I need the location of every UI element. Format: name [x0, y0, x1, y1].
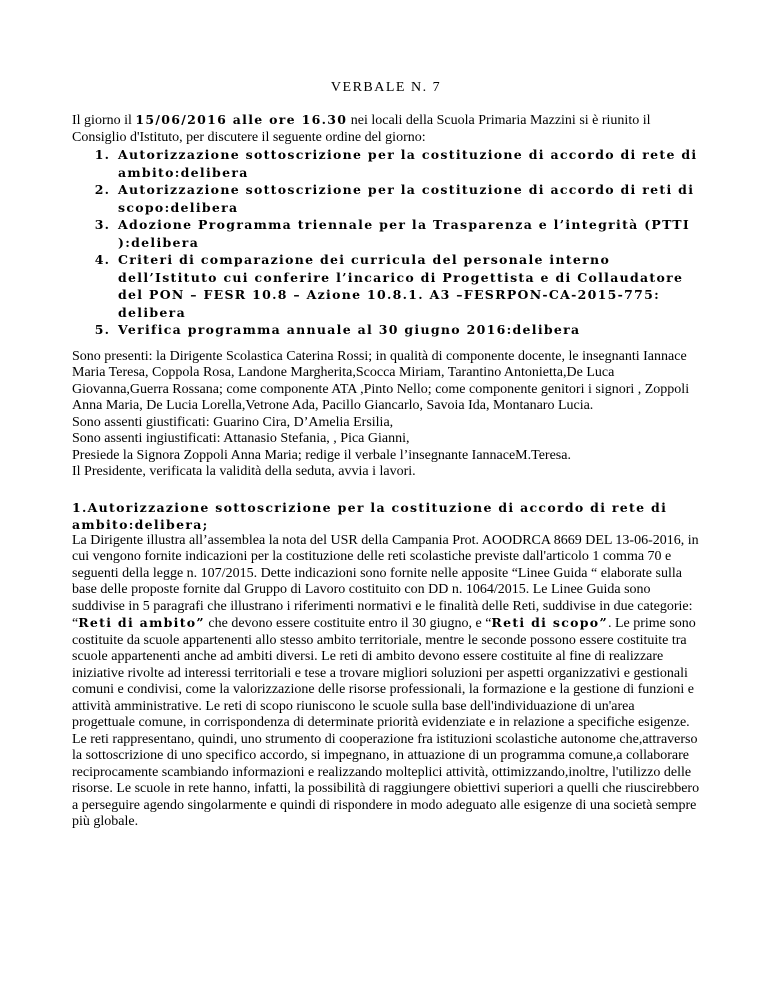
term-reti-di-ambito: Reti di ambito” — [78, 615, 205, 630]
section-1-paragraph-2: Le reti rappresentano, quindi, uno strumento di cooperazione fra istituzioni scolastiche autonome che,attraverso la sottoscrizione di uno specifico accordo, si impegnano, in attuazione di un programma comune,a collaborare reciprocamente scambiando informazioni e realizzando molteplici attività, ottimizzando,inoltre, l'utilizzo delle risorse. Le scuole in rete hanno, infatti, la possibilità di raggiungere obiettivi superiori a quelli che riuscirebbero a perseguire agendo singolarmente e quindi di rispondere in modo adeguato alle esigenze di una società sempre più globale. — [72, 731, 700, 829]
agenda-item: 5. Verifica programma annuale al 30 giugno 2016:delibera — [116, 321, 700, 339]
agenda-item: 1. Autorizzazione sottoscrizione per la costituzione di accordo di rete di ambito:delibera — [116, 146, 700, 181]
attendance-chair: Presiede la Signora Zoppoli Anna Maria; redige il verbale l’insegnante IannaceM.Teresa. — [72, 447, 571, 463]
document-page — [72, 80, 700, 831]
agenda-item: 4. Criteri di comparazione dei curricula del personale interno dell’Istituto cui conferire l’incarico di Progettista e di Collaudatore del PON – FESR 10.8 – Azione 10.8.1. A3 –FESRPON-CA-2015-775: delibera — [116, 251, 700, 321]
intro-paragraph — [72, 112, 700, 146]
agenda-list — [72, 146, 700, 339]
term-reti-di-scopo: Reti di scopo” — [491, 615, 608, 630]
attendance-justified-absent: Sono assenti giustificati: Guarino Cira, D’Amelia Ersilia, — [72, 414, 394, 430]
attendance-block — [72, 349, 700, 481]
intro-pre: Il giorno il — [72, 113, 136, 128]
agenda-item: 3. Adozione Programma triennale per la Trasparenza e l’integrità (PTTI ):delibera — [116, 216, 700, 251]
section-1-paragraph-1 — [72, 533, 700, 732]
section-1-body — [72, 533, 700, 831]
section-1-text-c: . Le prime sono costituite da scuole appartenenti allo stesso ambito territoriale, mentre le seconde possono essere costituite tra scuole appartenenti anche ad ambiti diversi. Le reti di ambito devono essere costituite al fine di realizzare iniziative rivolte ad interessi territoriali e tese a trovare migliori soluzioni per aspetti organizzativi e gestionali comuni e condivisi, come la valorizzazione delle risorse professionali, la formazione e la gestione di funzioni e attività amministrative. Le reti di scopo riuniscono le scuole sulla base dell'individuazione di un'area progettuale comune, in corrispondenza di determinate priorità evidenziate e in relazione a specifiche esigenze. — [72, 616, 696, 730]
section-1-heading: 1.Autorizzazione sottoscrizione per la costituzione di accordo di rete di ambito:delibera; — [72, 499, 668, 532]
intro-post: nei locali della Scuola Primaria Mazzini si è riunito il Consiglio d'Istituto, per discutere il seguente ordine del giorno: — [72, 113, 651, 145]
attendance-unjustified-absent: Sono assenti ingiustificati: Attanasio Stefania, , Pica Gianni, — [72, 431, 410, 446]
document-title: VERBALE N. 7 — [330, 80, 442, 95]
section-1-text-a: La Dirigente illustra all’assemblea la nota del USR della Campania Prot. AOODRCA 8669 DEL 13-06-2016, in cui vengono fornite indicazioni per la costituzione delle reti scolastiche previste dall'articolo 1 comma 70 e seguenti della legge n. 107/2015. Dette indicazioni sono fornite nelle apposite “Linee Guida “ elaborate sulla base delle proposte fornite dal Gruppo di Lavoro costituito con DD n. 1064/2015. Le Linee Guida sono suddivise in 5 paragrafi che illustrano i riferimenti normativi e le finalità delle Reti, suddivise in due categorie: “ — [72, 532, 699, 631]
meeting-datetime: 15/06/2016 alle ore 16.30 — [135, 112, 348, 127]
agenda-item: 2. Autorizzazione sottoscrizione per la costituzione di accordo di reti di scopo:delibera — [116, 181, 700, 216]
attendance-present: Sono presenti: la Dirigente Scolastica Caterina Rossi; in qualità di componente docente, le insegnanti Iannace Maria Teresa, Coppola Rosa, Landone Margherita,Scocca Miriam, Tarantino Antonietta,De Luca Giovanna,Guerra Rossana; come componente ATA ,Pinto Nello; come componente genitori i signori , Zoppoli Anna Maria, De Lucia Lorella,Vetrone Ada, Pacillo Giancarlo, Savoia Ida, Montanaro Lucia. — [72, 348, 690, 413]
attendance-validity: Il Presidente, verificata la validità della seduta, avvia i lavori. — [72, 464, 416, 479]
section-1-text-b: che devono essere costituite entro il 30 giugno, e “ — [204, 616, 492, 631]
